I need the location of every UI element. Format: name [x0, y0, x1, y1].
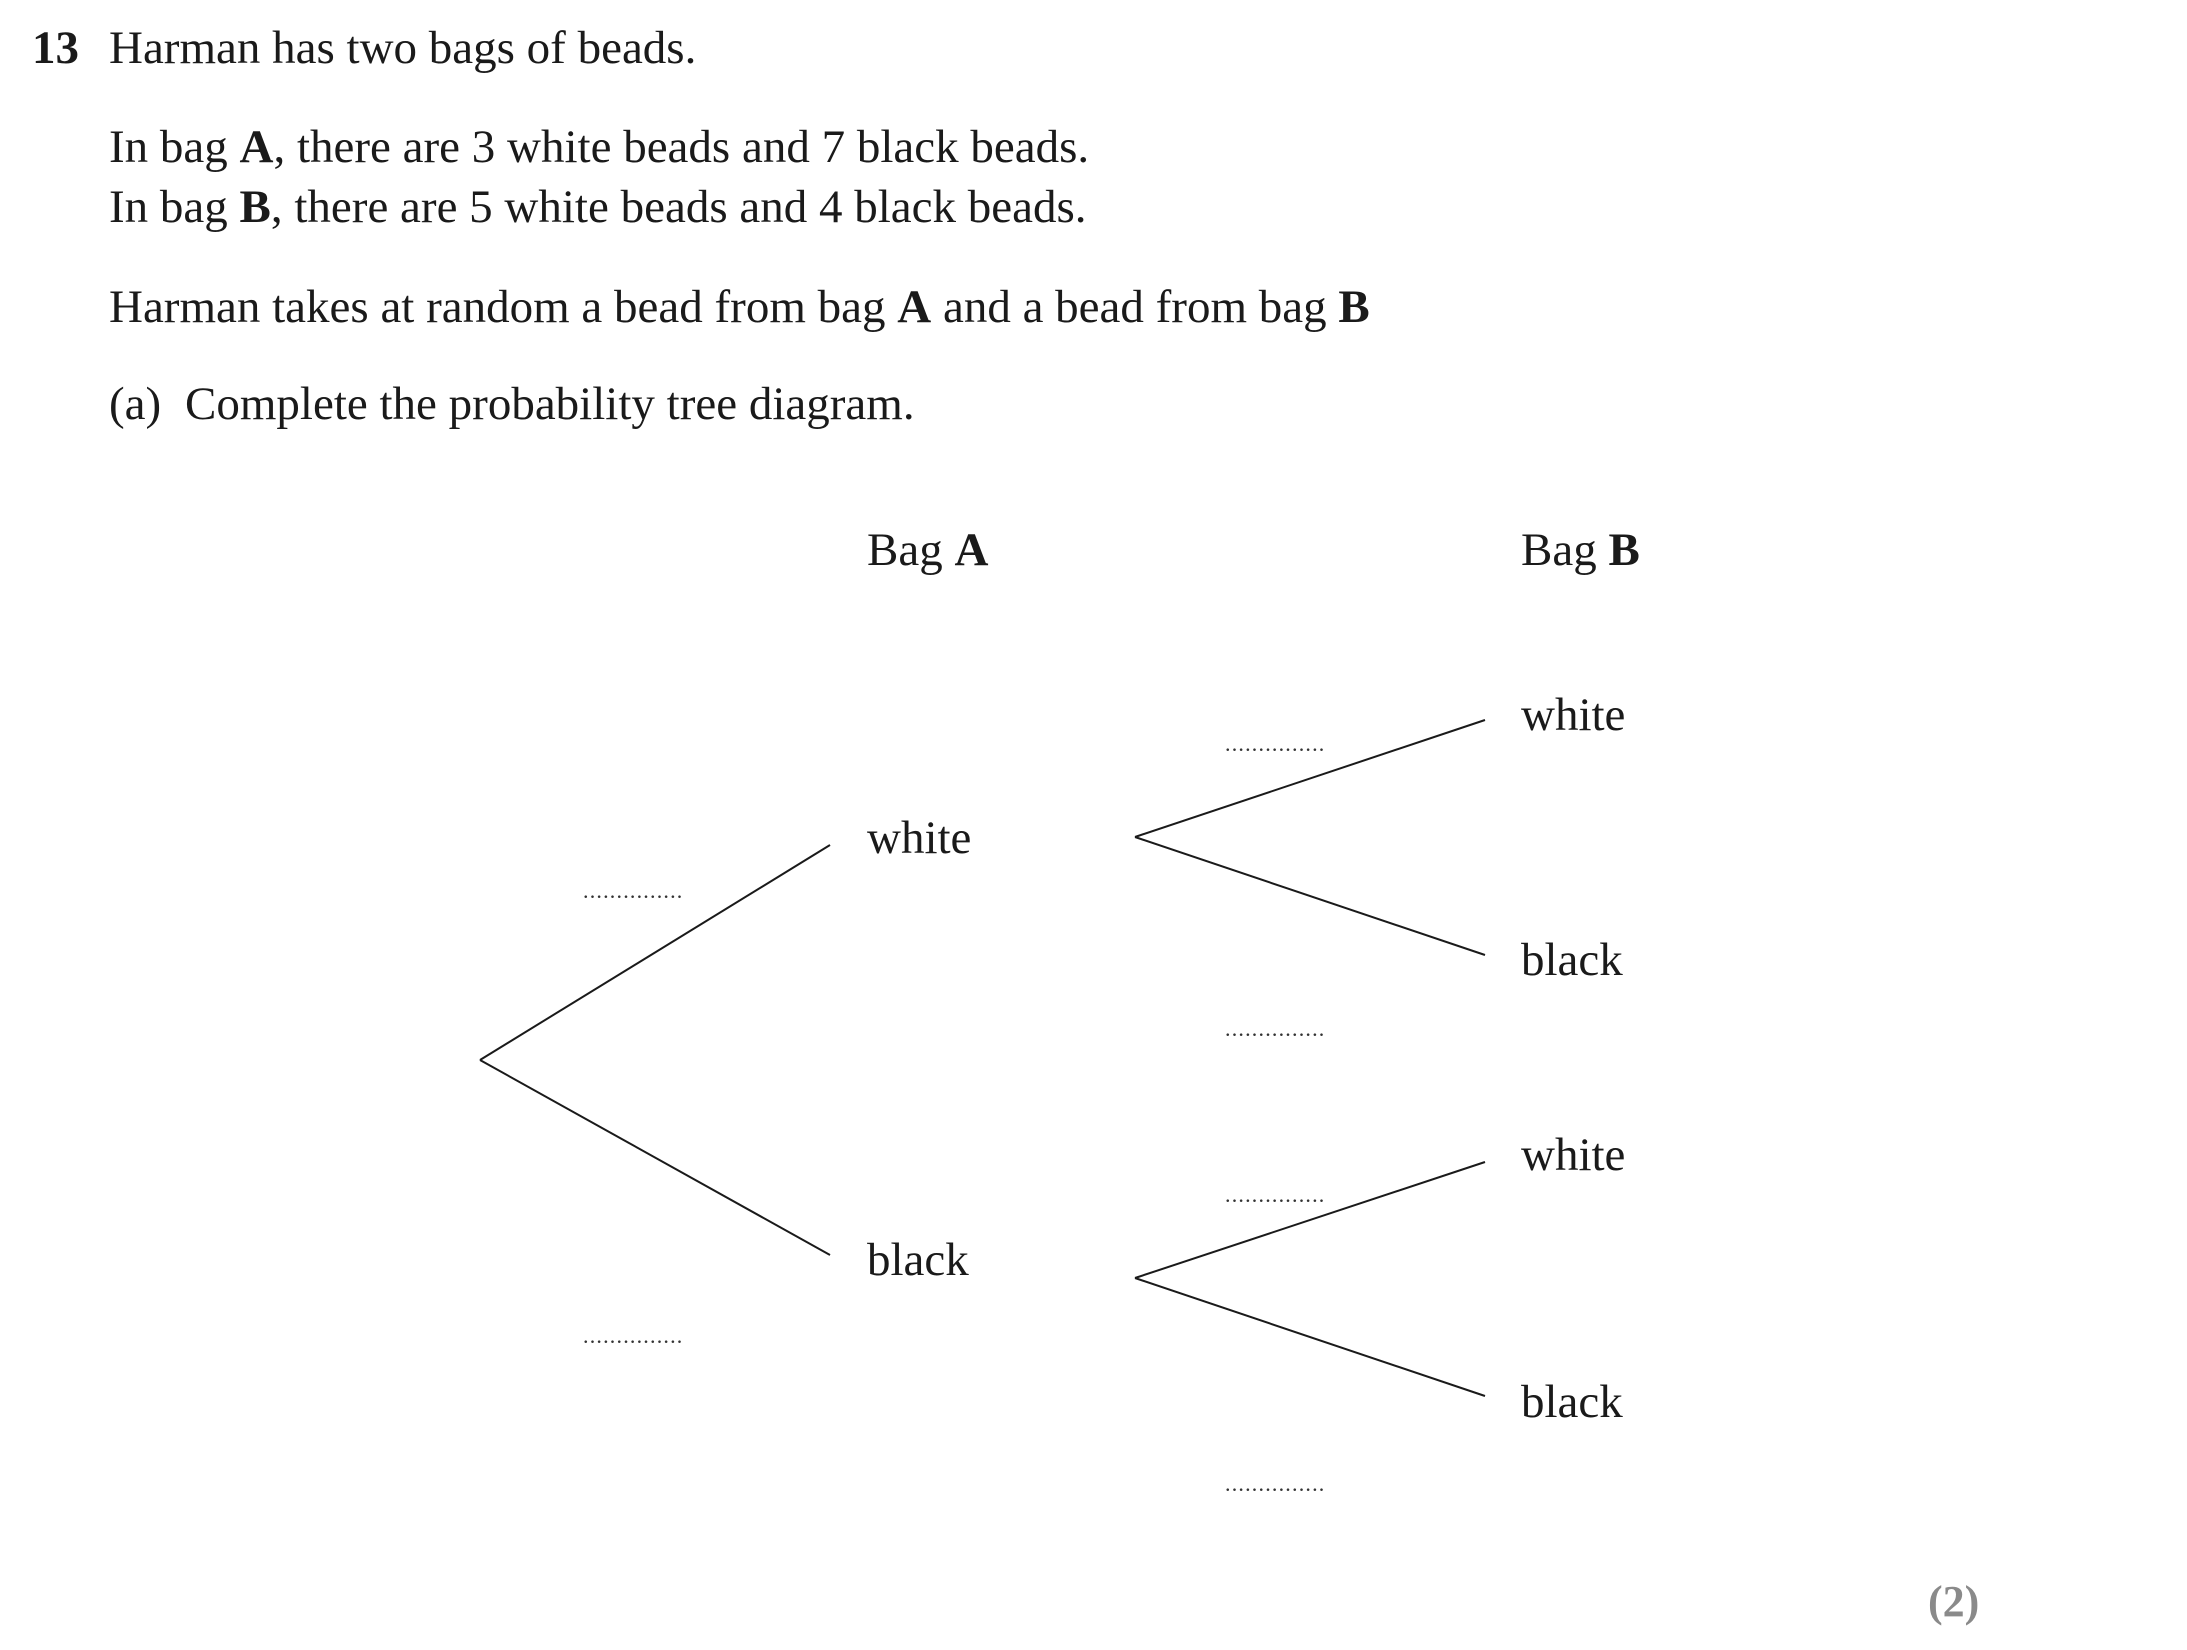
takes-bag-a: A [897, 281, 932, 333]
takes-bag-b: B [1338, 281, 1370, 333]
bag-b-heading-prefix: Bag [1521, 524, 1609, 576]
outcome-a-black: black [867, 1234, 969, 1286]
outcome-b-black-2: black [1521, 1376, 1623, 1428]
question-number: 13 [32, 22, 79, 74]
outcome-b-white-2: white [1521, 1129, 1626, 1181]
bag-a-rest: , there are 3 white beads and 7 black beads. [273, 121, 1090, 173]
bag-b-heading [1521, 524, 1640, 576]
takes-mid: and a bead from bag [931, 281, 1339, 333]
outcome-b-black-1: black [1521, 934, 1623, 986]
answer-blank-white-white[interactable]: ............... [1225, 731, 1326, 756]
answer-blank-white-black[interactable]: ............... [1225, 1016, 1326, 1041]
part-a-label: (a) [109, 378, 162, 430]
answer-blank-black-white[interactable]: ............... [1225, 1182, 1326, 1207]
answer-blank-a-black[interactable]: ............... [583, 1323, 684, 1348]
bag-a-heading [867, 524, 989, 576]
branch-white-black [1135, 837, 1485, 955]
bag-b-letter: B [239, 181, 271, 233]
outcome-a-white: white [867, 812, 972, 864]
bag-a-heading-prefix: Bag [867, 524, 955, 576]
marks-label: (2) [1928, 1577, 1980, 1626]
part-a-instruction: Complete the probability tree diagram. [185, 378, 915, 430]
bag-b-rest: , there are 5 white beads and 4 black beads. [270, 181, 1087, 233]
takes-prefix: Harman takes at random a bead from bag [109, 281, 898, 333]
branch-black-black [1135, 1278, 1485, 1396]
answer-blank-black-black[interactable]: ............... [1225, 1471, 1326, 1496]
bag-a-prefix: In bag [109, 121, 240, 173]
outcome-b-white-1: white [1521, 689, 1626, 741]
question-intro: Harman has two bags of beads. [109, 22, 697, 74]
bag-a-letter: A [239, 121, 274, 173]
answer-blank-a-white[interactable]: ............... [583, 878, 684, 903]
bag-b-prefix: In bag [109, 181, 240, 233]
bag-b-heading-letter: B [1608, 524, 1640, 576]
branch-a-black [480, 1060, 830, 1255]
branch-black-white [1135, 1162, 1485, 1278]
bag-a-heading-letter: A [954, 524, 989, 576]
